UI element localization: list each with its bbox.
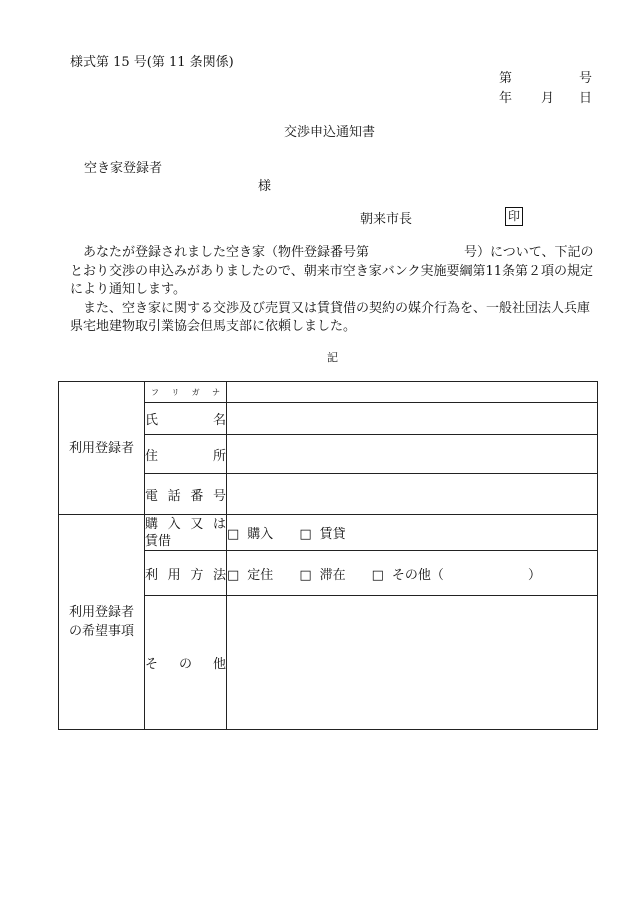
address-label-char: 所: [212, 448, 226, 464]
checkbox-icon[interactable]: □: [299, 527, 312, 542]
furigana-char: ナ: [211, 387, 220, 397]
furigana-char: リ: [171, 387, 180, 397]
paragraph-1-part-a: あなたが登録されました空き家（物件登録番号第: [83, 245, 370, 260]
name-field[interactable]: [227, 403, 598, 435]
option-stay[interactable]: [299, 564, 345, 583]
option-settle[interactable]: [227, 564, 273, 583]
purchase-or-rent-label: [145, 515, 227, 551]
date-year-label: 年: [499, 91, 513, 106]
option-settle-label: 定住: [247, 567, 274, 583]
option-stay-label: 滞在: [319, 567, 346, 583]
option-purchase-label: 購入: [247, 527, 274, 542]
purchase-or-rent-options: [227, 515, 598, 551]
document-title: 交渉申込通知書: [284, 125, 376, 140]
recipient-label: 空き家登録者: [84, 161, 163, 176]
furigana-field[interactable]: [227, 382, 598, 403]
notice-paragraph-1: [70, 244, 600, 300]
checkbox-icon[interactable]: □: [299, 567, 312, 583]
option-rent[interactable]: [299, 523, 345, 542]
name-label: [145, 403, 227, 435]
date-month-label: 月: [541, 91, 555, 106]
notice-paragraph-2: [70, 300, 600, 337]
notice-body: [70, 244, 600, 337]
group-preferences-line-2: の希望事項: [68, 624, 134, 639]
other-label: [145, 596, 227, 730]
other-label-char: の: [178, 657, 192, 672]
checkbox-icon[interactable]: □: [227, 567, 240, 583]
address-field[interactable]: [227, 435, 598, 474]
usage-label-char: 利: [145, 567, 159, 583]
document-number-suffix: 号: [579, 71, 593, 86]
form-number: 様式第 15 号(第 11 条関係): [70, 55, 234, 70]
purchase-label-char: 購: [145, 516, 159, 532]
other-field[interactable]: [227, 596, 598, 730]
paragraph-1-part-b: 号）について、下記のとおり交渉の申込みがありましたので、朝来市空き家バンク実施要綱第11条第２項の規定により通知します。: [70, 245, 594, 297]
option-other-label: その他（: [391, 567, 444, 583]
recipient-honorific: 様: [258, 179, 272, 194]
ki-heading: 記: [327, 351, 338, 364]
date-day-label: 日: [579, 91, 593, 106]
checkbox-icon[interactable]: □: [227, 527, 240, 542]
option-rent-label: 賃貸: [319, 527, 346, 542]
usage-label: [145, 551, 227, 596]
applicant-table: [58, 381, 598, 730]
usage-label-char: 方: [190, 567, 204, 583]
purchase-label-char: は: [212, 516, 226, 532]
option-other-close: ）: [527, 567, 541, 583]
paragraph-2-text: また、空き家に関する交渉及び売買又は賃貸借の契約の媒介行為を、一般社団法人兵庫県宅地建物取引業協会但馬支部に依頼しました。: [70, 300, 591, 334]
name-label-char: 名: [212, 413, 226, 428]
other-label-char: 他: [212, 657, 226, 672]
group-preferences-label: [59, 515, 145, 730]
purchase-or-rent-line-2: 賃借: [145, 533, 172, 549]
address-label: [145, 435, 227, 474]
checkbox-icon[interactable]: □: [371, 567, 384, 583]
phone-label: [145, 474, 227, 515]
option-purchase[interactable]: [227, 523, 273, 542]
usage-options: [227, 551, 598, 596]
usage-label-char: 用: [167, 567, 181, 583]
phone-label-char: 電: [145, 488, 159, 504]
document-number-label: 第: [499, 71, 513, 86]
name-label-char: 氏: [145, 413, 159, 428]
group-preferences-line-1: 利用登録者: [68, 605, 134, 620]
issuer-name: 朝来市長: [360, 212, 413, 227]
phone-label-char: 番: [190, 488, 204, 504]
usage-label-char: 法: [212, 567, 226, 583]
phone-label-char: 話: [167, 488, 181, 504]
address-label-char: 住: [145, 448, 159, 464]
furigana-char: フ: [151, 387, 159, 397]
option-other[interactable]: [372, 564, 444, 583]
furigana-char: ガ: [191, 387, 200, 397]
phone-field[interactable]: [227, 474, 598, 515]
purchase-label-char: 又: [190, 516, 204, 532]
group-applicant-label: 利用登録者: [59, 382, 145, 515]
furigana-label: [145, 382, 227, 403]
seal-mark: 印: [505, 207, 523, 226]
purchase-label-char: 入: [167, 516, 181, 532]
other-label-char: そ: [145, 657, 159, 672]
phone-label-char: 号: [212, 488, 226, 504]
